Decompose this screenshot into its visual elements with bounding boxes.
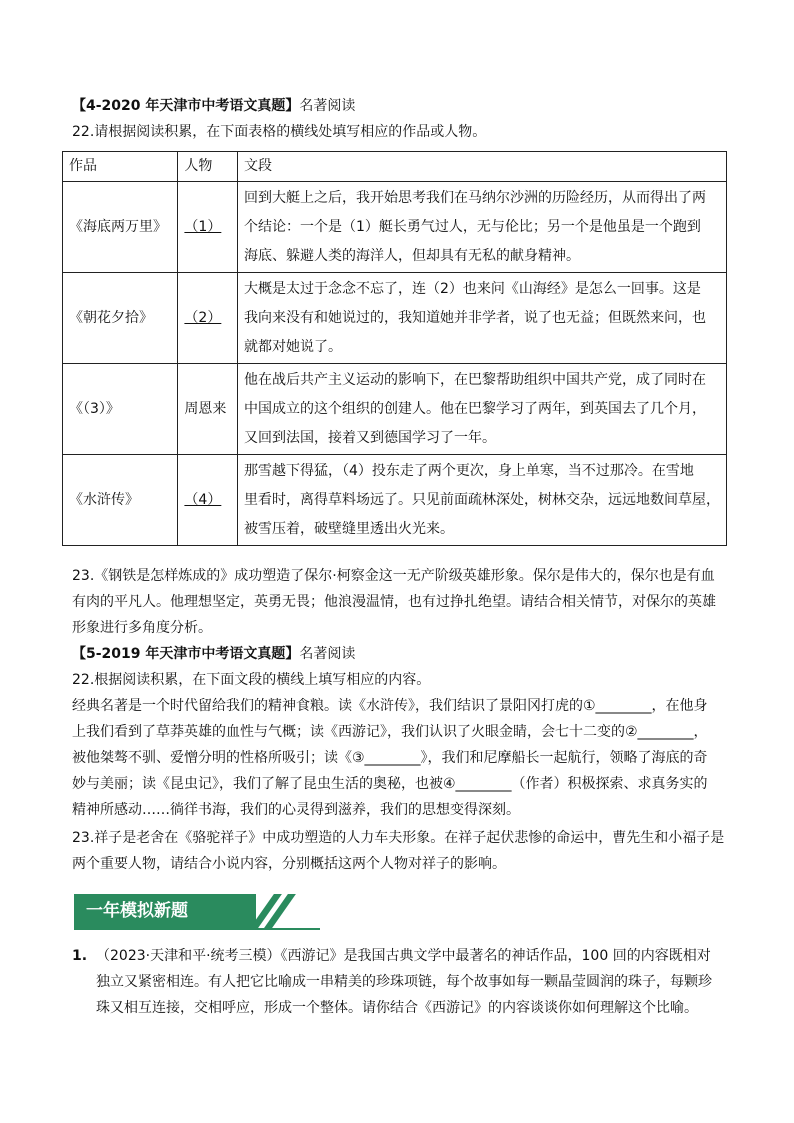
table-cell-work: 《朝花夕拾》 [63,273,178,364]
q4-question-23-line: 23.《钢铁是怎样炼成的》成功塑造了保尔·柯察金这一无产阶级英雄形象。保尔是伟大的，保尔也是有血 [72,568,715,584]
q4-question-23-line: 有肉的平凡人。他理想坚定，英勇无畏；他浪漫温情，也有过挣扎绝望。请结合相关情节，对保尔的英雄 [72,594,716,610]
q5-passage-line: 妙与美丽；读《昆虫记》，我们了解了昆虫生活的奥秘，也被④________（作者）积极探索、求真务实的 [72,776,708,792]
table-cell-work: 《（3）》 [63,364,178,455]
q5-passage-line: 上我们看到了草莽英雄的血性与气概；读《西游记》，我们认识了火眼金睛，会七十二变的②________， [72,724,708,740]
table-row [63,364,727,455]
table-cell-person: （4） [184,491,222,508]
table-cell-text: 大概是太过于念念不忘了，连（2）也来问《山海经》是怎么一回事。这是 我向来没有和她说过的，我知道她并非学者，说了也无益；但既然来问，也 就都对她说了。 [238,273,727,364]
table-cell-person: （2） [184,309,222,326]
q1-line: 珠又相互连接，交相呼应，形成一个整体。请你结合《西游记》的内容谈谈你如何理解这个比喻。 [96,1000,698,1016]
section-4-topic: 名著阅读 [299,98,356,114]
table-header-row [63,152,727,182]
q5-question-22: 22.根据阅读积累，在下面文段的横线上填写相应的内容。 [72,672,431,688]
q5-passage-line: 经典名著是一个时代留给我们的精神食粮。读《水浒传》，我们结识了景阳冈打虎的①________，在他身 [72,698,708,714]
section-5-header [72,644,355,664]
answer-table [62,151,727,546]
table-header-work: 作品 [63,152,178,182]
section-4-header [72,96,355,116]
q1-line: （2023·天津和平·统考三模）《西游记》是我国古典文学中最著名的神话作品，100 回的内容既相对 [96,948,711,964]
table-cell-person: （1） [184,218,222,235]
table-cell-text: 他在战后共产主义运动的影响下，在巴黎帮助组织中国共产党，成了同时在 中国成立的这个组织的创建人。他在巴黎学习了两年，到英国去了几个月， 又回到法国，接着又到德国学习了一年。 [238,364,727,455]
q1-line: 独立又紧密相连。有人把它比喻成一串精美的珍珠项链，每个故事如每一颗晶莹圆润的珠子，每颗珍 [96,974,712,990]
table-row [63,182,727,273]
section-5-source: 【5-2019 年天津市中考语文真题】 [72,646,300,662]
section-4-source: 【4-2020 年天津市中考语文真题】 [72,98,300,114]
q5-question-23-line: 23.祥子是老舍在《骆驼祥子》中成功塑造的人力车夫形象。在祥子起伏悲惨的命运中，曹先生和小福子是 [72,830,725,846]
table-cell-work: 《海底两万里》 [63,182,178,273]
q1-number: 1. [72,948,88,964]
section-5-topic: 名著阅读 [299,646,356,662]
q4-question-22: 22.请根据阅读积累，在下面表格的横线处填写相应的作品或人物。 [72,124,487,140]
banner-underline [74,928,320,930]
table-cell-text: 回到大艇上之后，我开始思考我们在马纳尔沙洲的历险经历，从而得出了两 个结论：一个是（1）艇长勇气过人，无与伦比；另一个是他虽是一个跑到 海底、躲避人类的海洋人，但却具有无私的献身精神。 [238,182,727,273]
section-banner: 一年模拟新题 [74,894,256,928]
q4-question-23-line: 形象进行多角度分析。 [72,620,212,636]
table-cell-person: 周恩来 [178,364,238,455]
q5-question-23-line: 两个重要人物，请结合小说内容，分别概括这两个人物对祥子的影响。 [72,856,506,872]
table-header-text: 文段 [238,152,727,182]
table-header-person: 人物 [178,152,238,182]
table-row [63,455,727,546]
table-row [63,273,727,364]
q5-passage-line: 被他桀骜不驯、爱憎分明的性格所吸引；读《③________》，我们和尼摩船长一起航行，领略了海底的奇 [72,750,708,766]
table-cell-text: 那雪越下得猛，（4）投东走了两个更次，身上单寒，当不过那冷。在雪地 里看时，离得草料场远了。只见前面疏林深处，树林交杂，远远地数间草屋， 被雪压着，破壁缝里透出火光来。 [238,455,727,546]
q5-passage-line: 精神所感动……徜徉书海，我们的心灵得到滋养，我们的思想变得深刻。 [72,802,520,818]
table-cell-work: 《水浒传》 [63,455,178,546]
